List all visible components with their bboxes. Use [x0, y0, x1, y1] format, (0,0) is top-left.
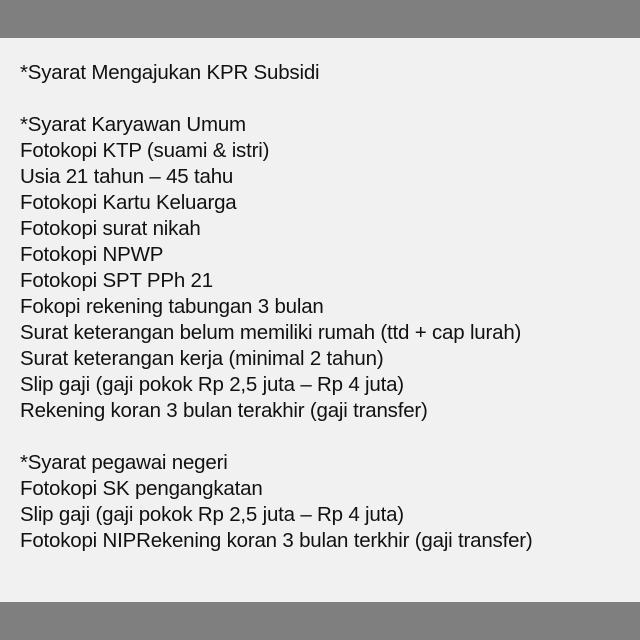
list-item: Fotokopi NIPRekening koran 3 bulan terkhir (gaji transfer) — [20, 529, 533, 552]
list-item: Rekening koran 3 bulan terakhir (gaji transfer) — [20, 399, 428, 422]
top-border-band — [0, 0, 640, 38]
list-item: Fotokopi KTP (suami & istri) — [20, 139, 270, 162]
list-item: Fotokopi Kartu Keluarga — [20, 191, 237, 214]
bottom-border-band — [0, 602, 640, 640]
list-item: Fokopi rekening tabungan 3 bulan — [20, 295, 324, 318]
list-item: Fotokopi surat nikah — [20, 217, 201, 240]
section-heading-negeri: *Syarat pegawai negeri — [20, 451, 228, 474]
list-item: Fotokopi SK pengangkatan — [20, 477, 263, 500]
list-item: Surat keterangan kerja (minimal 2 tahun) — [20, 347, 384, 370]
list-item: Slip gaji (gaji pokok Rp 2,5 juta – Rp 4 juta) — [20, 503, 404, 526]
requirements-text — [20, 60, 632, 554]
document-title: *Syarat Mengajukan KPR Subsidi — [20, 61, 320, 84]
list-item: Fotokopi SPT PPh 21 — [20, 269, 213, 292]
list-item: Surat keterangan belum memiliki rumah (ttd + cap lurah) — [20, 321, 522, 344]
blank-line — [20, 86, 632, 112]
list-item: Usia 21 tahun – 45 tahu — [20, 165, 234, 188]
list-item: Fotokopi NPWP — [20, 243, 164, 266]
section-heading-umum: *Syarat Karyawan Umum — [20, 113, 246, 136]
list-item: Slip gaji (gaji pokok Rp 2,5 juta – Rp 4 juta) — [20, 373, 404, 396]
blank-line — [20, 424, 632, 450]
text-sheet — [0, 38, 640, 602]
